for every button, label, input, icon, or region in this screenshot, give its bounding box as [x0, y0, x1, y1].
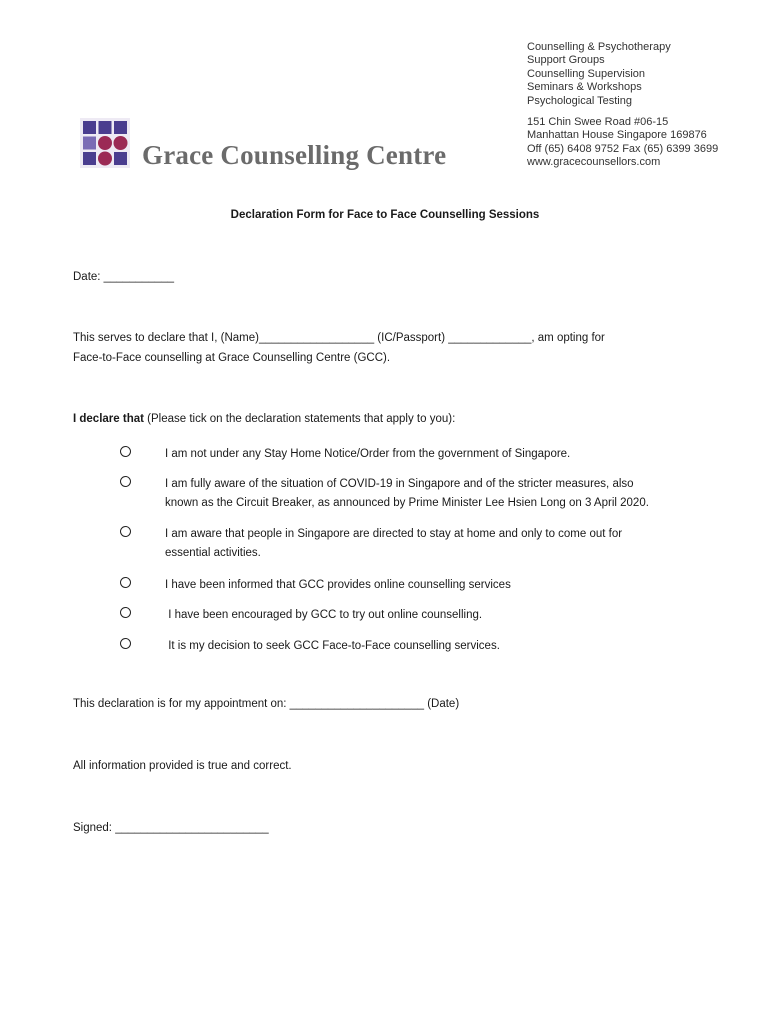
- statement-radio[interactable]: [120, 607, 131, 618]
- intro-line-2: Face-to-Face counselling at Grace Counselling Centre (GCC).: [73, 352, 391, 364]
- statement-text: [165, 637, 500, 656]
- statement-line: I am aware that people in Singapore are directed to stay at home and only to come out for: [165, 528, 623, 540]
- statement-radio[interactable]: [120, 638, 131, 649]
- grace-logo-icon: [80, 118, 130, 168]
- address-line: Off (65) 6408 9752 Fax (65) 6399 3699: [527, 142, 719, 155]
- signature-field[interactable]: Signed: ________________________: [73, 822, 269, 834]
- truth-statement: All information provided is true and correct.: [73, 760, 292, 772]
- address-block: [527, 116, 718, 170]
- service-item: Counselling & Psychotherapy: [527, 41, 671, 53]
- declare-heading: [73, 413, 455, 425]
- service-item: Seminars & Workshops: [527, 81, 642, 94]
- statement-line: It is my decision to seek GCC Face-to-Face counselling services.: [165, 640, 500, 652]
- statement-line: I have been encouraged by GCC to try out online counselling.: [165, 609, 483, 621]
- statement-radio[interactable]: [120, 577, 131, 588]
- date-field[interactable]: Date: ___________: [73, 271, 175, 283]
- statement-text: [165, 606, 482, 625]
- intro-line-1[interactable]: This serves to declare that I, (Name)__________________ (IC/Passport) _____________, am opting for: [73, 332, 605, 344]
- service-item: Psychological Testing: [527, 94, 632, 107]
- statement-radio[interactable]: [120, 476, 131, 487]
- statement-text: [165, 525, 622, 563]
- appointment-date-field[interactable]: This declaration is for my appointment on: _____________________ (Date): [73, 698, 460, 710]
- statement-line: I am fully aware of the situation of COVID-19 in Singapore and of the stricter measures, also: [165, 478, 634, 490]
- statement-radio[interactable]: [120, 446, 131, 457]
- statement-text: [165, 475, 649, 513]
- declare-instruction: (Please tick on the declaration statements that apply to you):: [143, 413, 456, 425]
- statement-text: [165, 445, 570, 464]
- address-line: 151 Chin Swee Road #06-15: [527, 116, 669, 128]
- brand-name: Grace Counselling Centre: [142, 140, 447, 170]
- statement-line: known as the Circuit Breaker, as announced by Prime Minister Lee Hsien Long on 3 April 2020.: [165, 497, 649, 509]
- statement-line: I am not under any Stay Home Notice/Order from the government of Singapore.: [165, 448, 571, 460]
- services-list: [527, 41, 671, 108]
- form-title: Declaration Form for Face to Face Counselling Sessions: [230, 209, 540, 221]
- statement-line: essential activities.: [165, 547, 261, 559]
- service-item: Support Groups: [527, 54, 605, 67]
- statement-text: [165, 576, 511, 595]
- website-link[interactable]: www.gracecounsellors.com: [527, 156, 661, 169]
- service-item: Counselling Supervision: [527, 67, 646, 80]
- statement-line: I have been informed that GCC provides online counselling services: [165, 579, 511, 591]
- statement-radio[interactable]: [120, 526, 131, 537]
- address-line: Manhattan House Singapore 169876: [527, 129, 707, 142]
- declare-bold: I declare that: [73, 413, 144, 425]
